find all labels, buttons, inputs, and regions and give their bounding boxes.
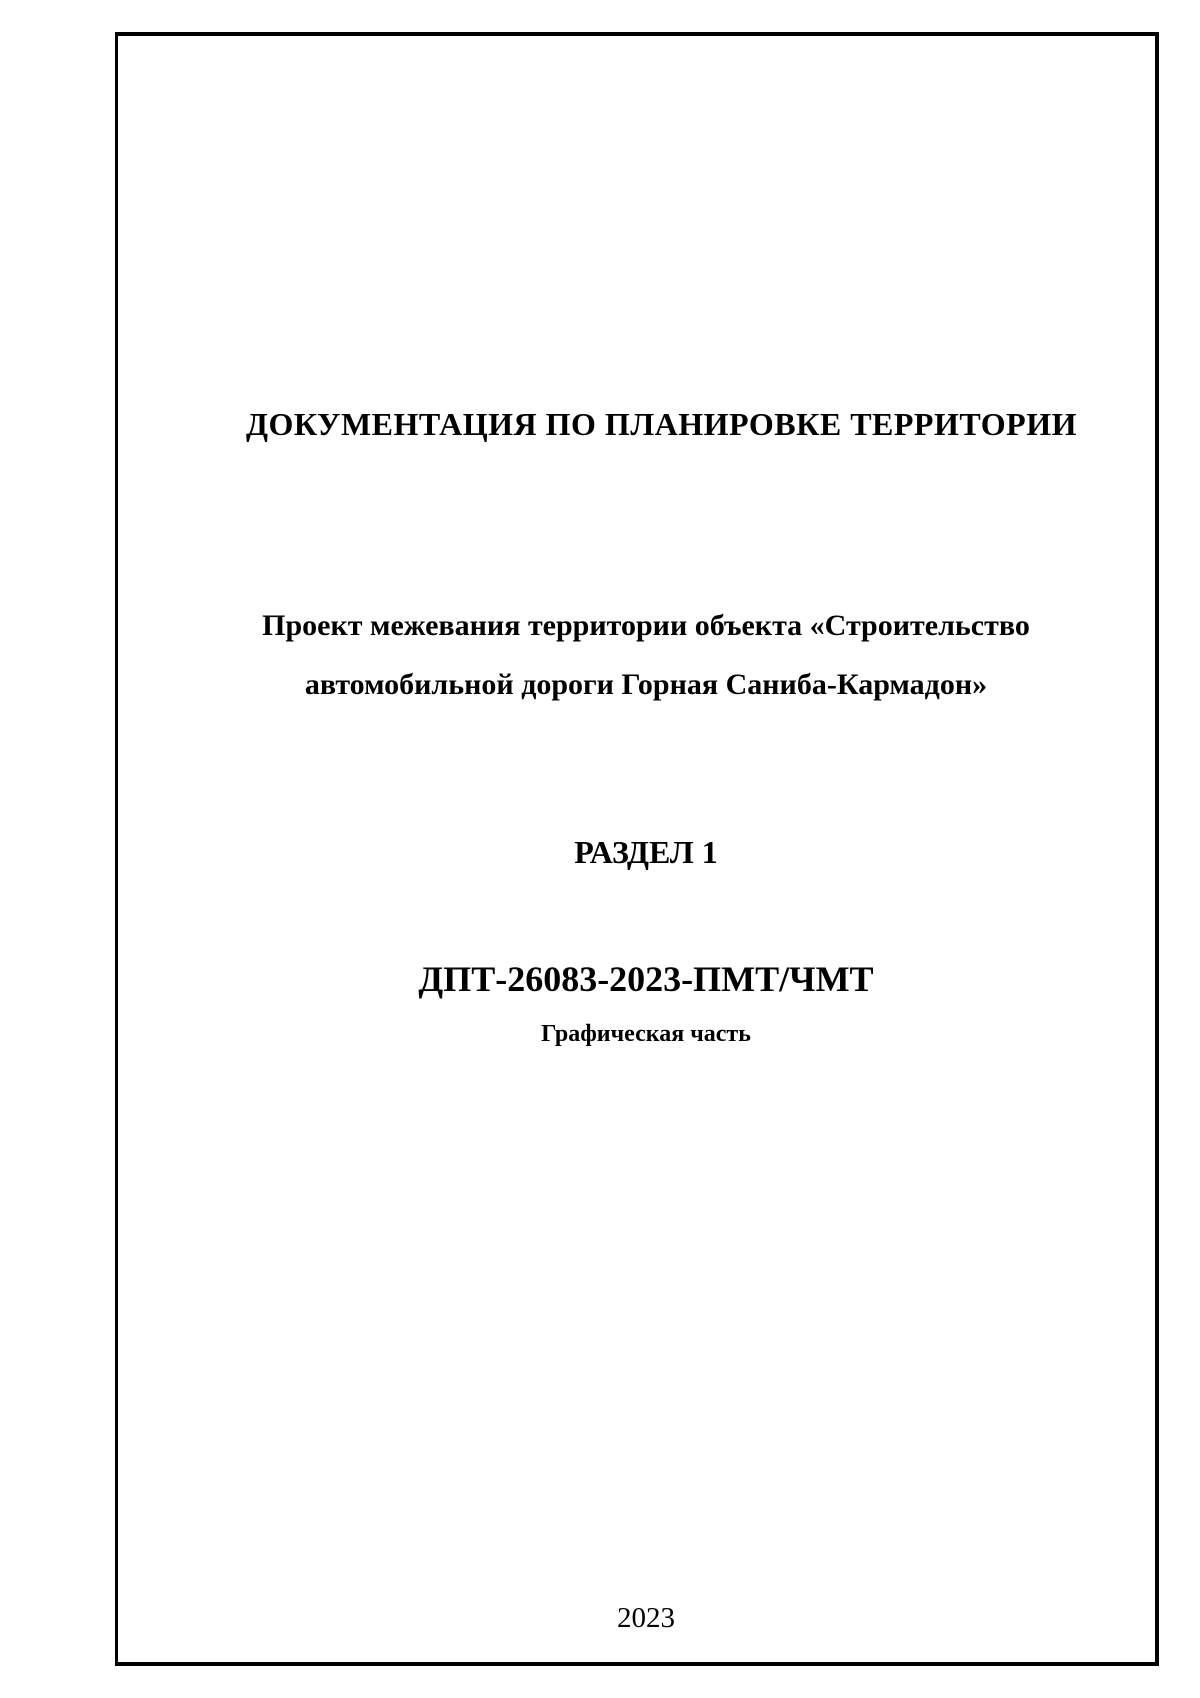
document-part-label: Графическая часть — [541, 1021, 751, 1047]
project-name-line-1: Проект межевания территории объекта «Строительство — [262, 609, 1030, 642]
document-title: ДОКУМЕНТАЦИЯ ПО ПЛАНИРОВКЕ ТЕРРИТОРИИ — [246, 406, 1077, 442]
project-name-line-2: автомобильной дороги Горная Саниба-Кармадон» — [304, 668, 988, 701]
document-code: ДПТ-26083-2023-ПМТ/ЧМТ — [418, 959, 874, 999]
document-year: 2023 — [617, 1602, 675, 1634]
section-heading: РАЗДЕЛ 1 — [574, 834, 718, 870]
